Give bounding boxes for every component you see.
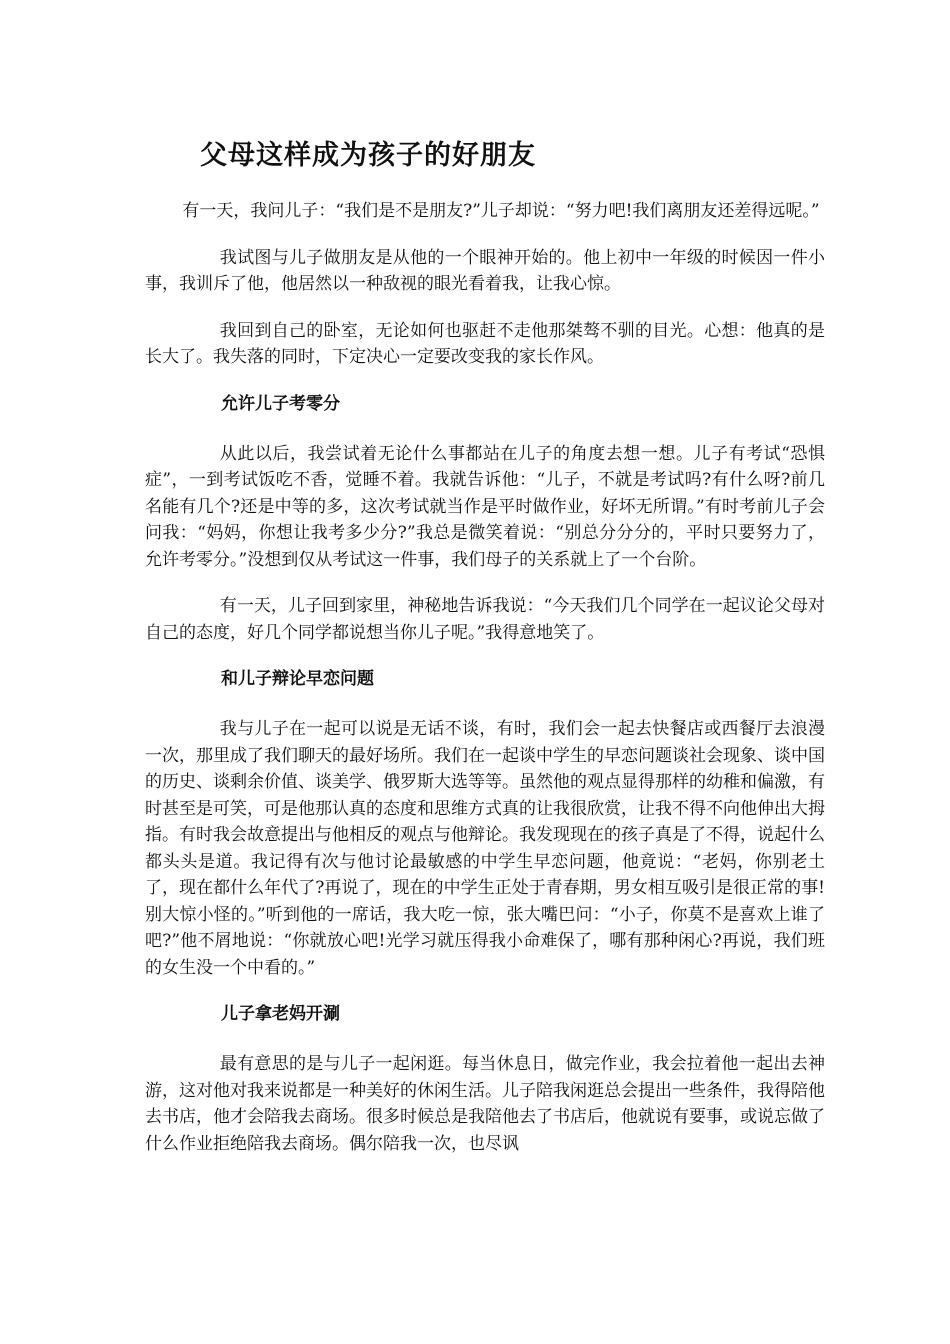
paragraph-6: 我与儿子在一起可以说是无话不谈，有时，我们会一起去快餐店或西餐厅去浪漫一次，那里成了我们聊天的最好场所。我们在一起谈中学生的早恋问题谈社会现象、谈中国的历史、谈剩余价值、谈美学、俄罗斯大选等等。虽然他的观点显得那样的幼稚和偏激，有时甚至是可笑，可是他那认真的态度和思维方式真的让我很欣赏，让我不得不向他伸出大拇指。有时我会故意提出与他相反的观点与他辩论。我发现现在的孩子真是了不得，说起什么都头头是道。我记得有次与他讨论最敏感的中学生早恋问题，他竟说：“老妈，你别老土了，现在都什么年代了?再说了，现在的中学生正处于青春期，男女相互吸引是很正常的事!别大惊小怪的。”听到他的一席话，我大吃一惊，张大嘴巴问：“小子，你莫不是喜欢上谁了吧?”他不屑地说：“你就放心吧!光学习就压得我小命难保了，哪有那种闲心?再说，我们班的女生没一个中看的。” — [145, 719, 825, 978]
section-heading-2: 和儿子辩论早恋问题 — [221, 669, 374, 689]
section-heading-1: 允许儿子考零分 — [221, 393, 340, 414]
document-body — [145, 198, 825, 1177]
paragraph-2: 我试图与儿子做朋友是从他的一个眼神开始的。他上初中一年级的时候因一件小事，我训斥了他，他居然以一种敌视的眼光看着我，让我心惊。 — [145, 247, 825, 294]
paragraph-1: 有一天，我问儿子：“我们是不是朋友?”儿子却说：“努力吧!我们离朋友还差得远呢。” — [182, 201, 820, 221]
document-title: 父母这样成为孩子的好朋友 — [200, 140, 536, 171]
paragraph-4: 从此以后，我尝试着无论什么事都站在儿子的角度去想一想。儿子有考试“恐惧症”，一到考试饭吃不香，觉睡不着。我就告诉他：“儿子，不就是考试吗?有什么呀?前几名能有几个?还是中等的多，这次考试就当作是平时做作业，好坏无所谓。”有时考前儿子会问我：“妈妈，你想让我考多少分?”我总是微笑着说：“别总分分分的，平时只要努力了，允许考零分。”没想到仅从考试这一件事，我们母子的关系就上了一个台阶。 — [145, 443, 825, 570]
paragraph-5: 有一天，儿子回到家里，神秘地告诉我说：“今天我们几个同学在一起议论父母对自己的态度，好几个同学都说想当你儿子呢。”我得意地笑了。 — [145, 596, 825, 643]
section-heading-3: 儿子拿老妈开涮 — [221, 1004, 340, 1024]
paragraph-3: 我回到自己的卧室，无论如何也驱赶不走他那桀骜不驯的目光。心想：他真的是长大了。我失落的同时，下定决心一定要改变我的家长作风。 — [145, 320, 825, 367]
paragraph-7: 最有意思的是与儿子一起闲逛。每当休息日，做完作业，我会拉着他一起出去神游，这对他对我来说都是一种美好的休闲生活。儿子陪我闲逛总会提出一些条件，我得陪他去书店，他才会陪我去商场。很多时候总是我陪他去了书店后，他就说有要事，或说忘做了什么作业拒绝陪我去商场。偶尔陪我一次，也尽讽 — [145, 1054, 825, 1154]
